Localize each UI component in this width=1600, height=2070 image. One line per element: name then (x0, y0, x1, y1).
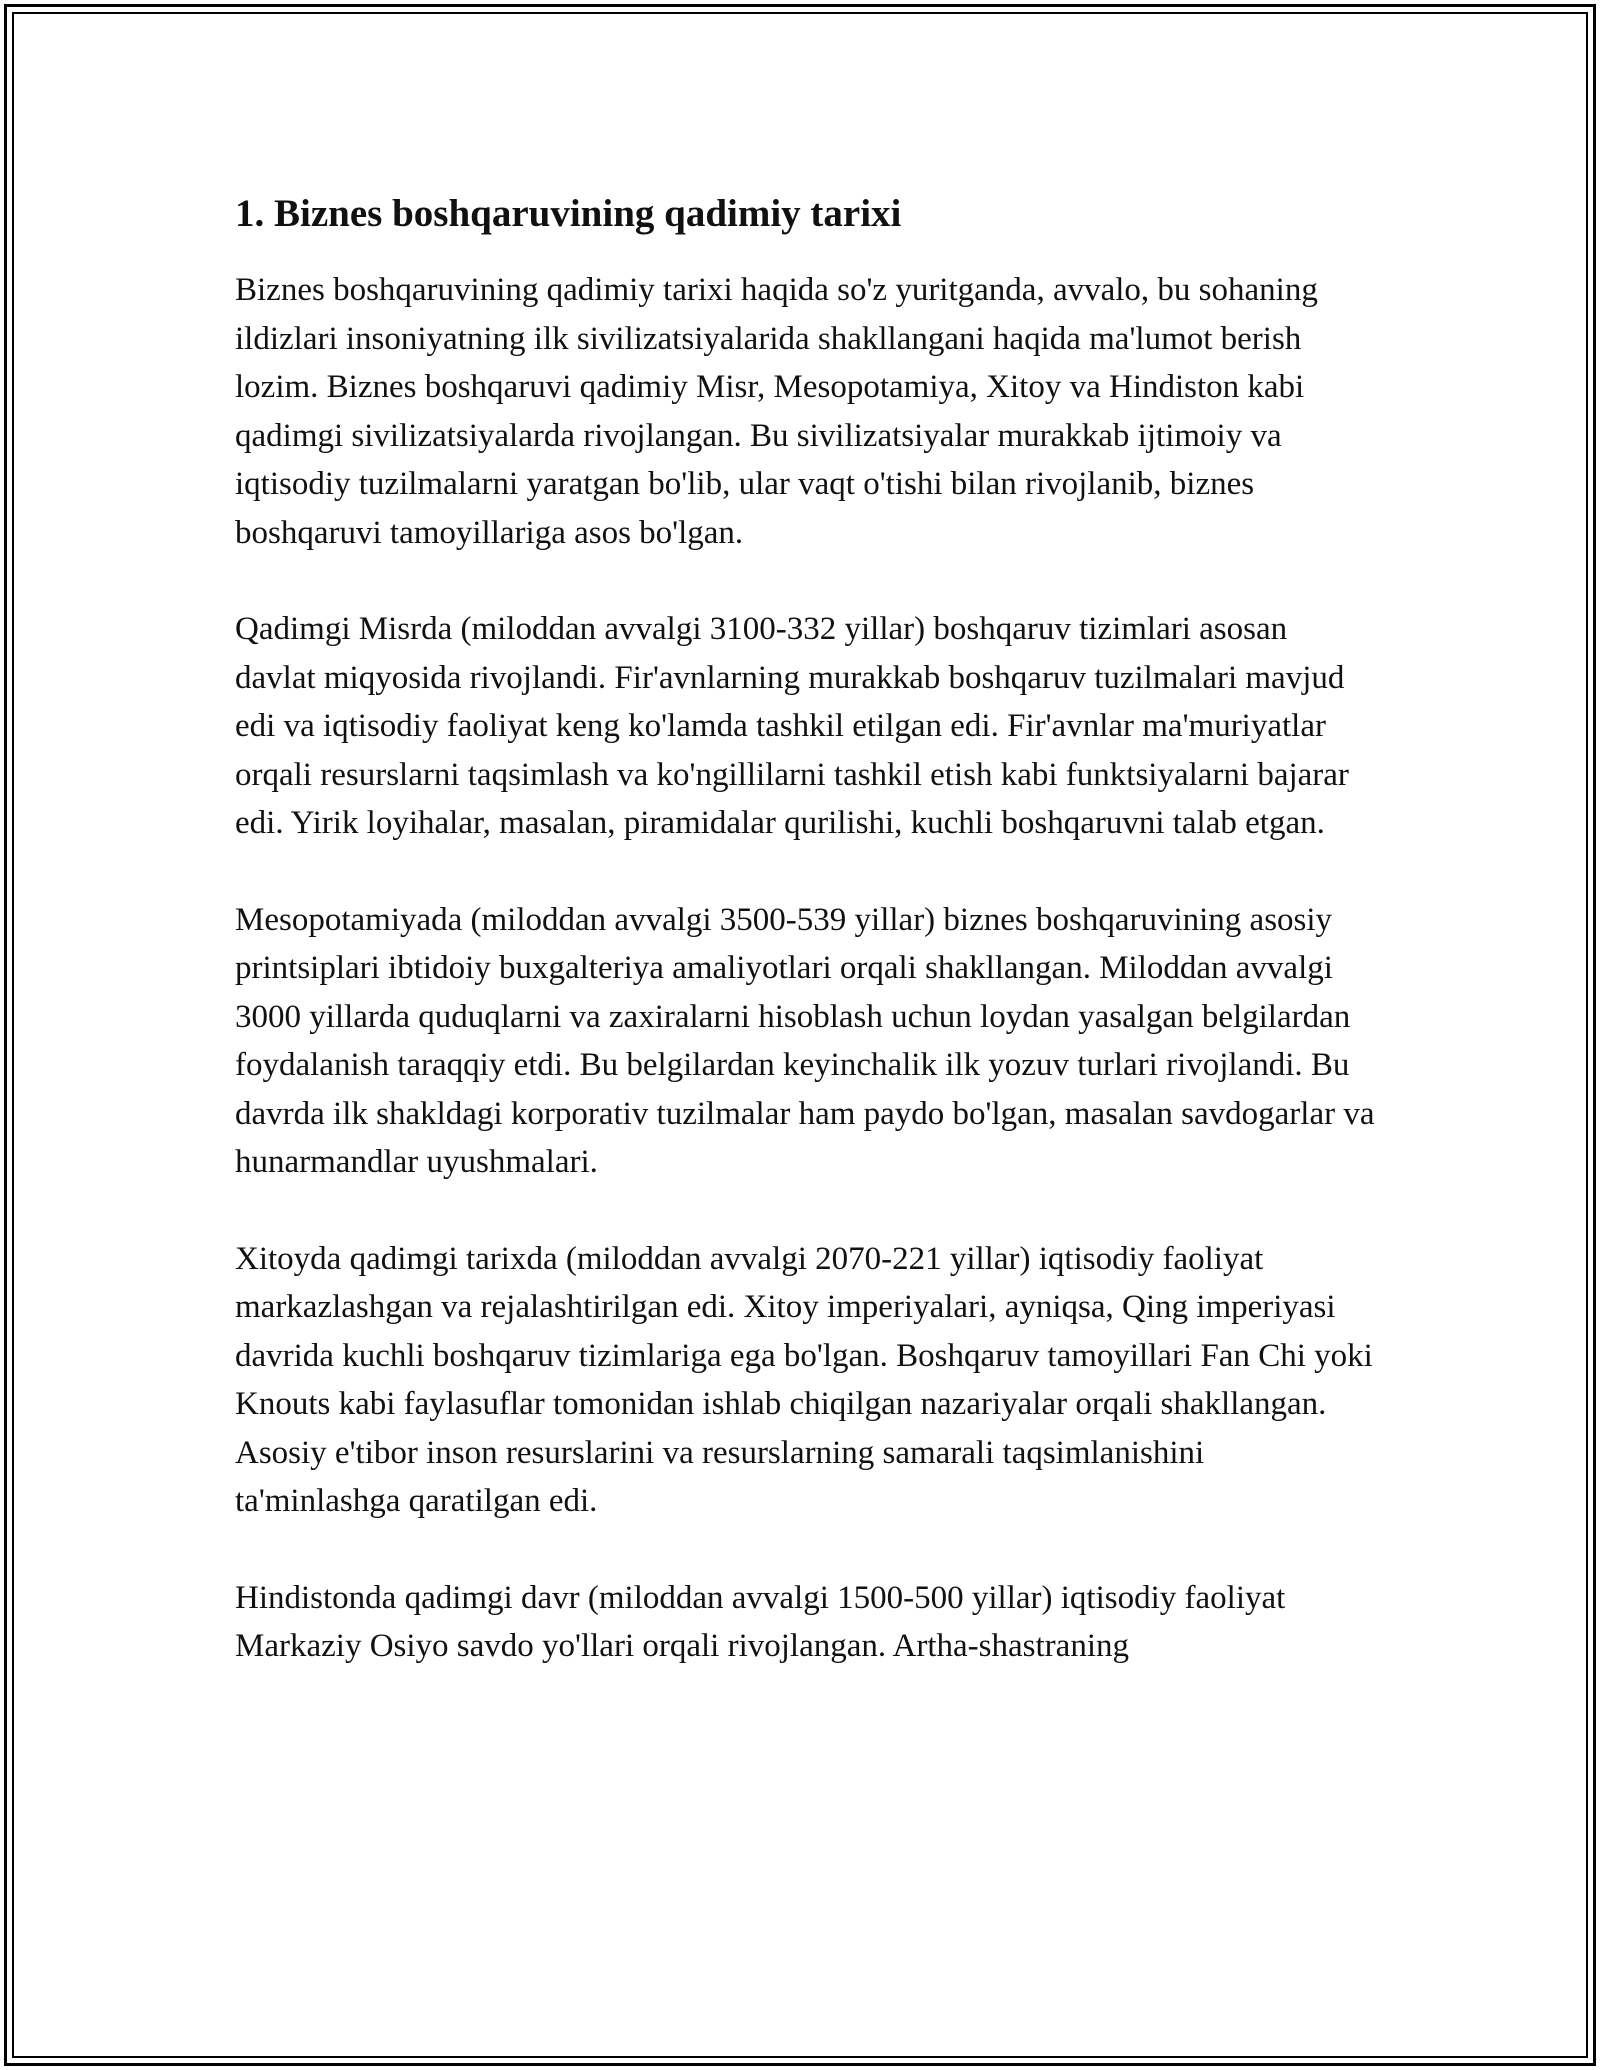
paragraph-intro: Biznes boshqaruvining qadimiy tarixi haqida so'z yuritganda, avvalo, bu sohaning ildizlari insoniyatning ilk sivilizatsiyalarida shakllangani haqida ma'lumot berish lozim. Biznes boshqaruvi qadimiy Misr, Mesopotamiya, Xitoy va Hindiston kabi qadimgi sivilizatsiyalarda rivojlangan. Bu sivilizatsiyalar murakkab ijtimoiy va iqtisodiy tuzilmalarni yaratgan bo'lib, ular vaqt o'tishi bilan rivojlanib, biznes boshqaruvi tamoyillariga asos bo'lgan. (235, 272, 1318, 551)
paragraph-egypt: Qadimgi Misrda (miloddan avvalgi 3100-332 yillar) boshqaruv tizimlari asosan davlat miqyosida rivojlandi. Fir'avnlarning murakkab boshqaruv tuzilmalari mavjud edi va iqtisodiy faoliyat keng ko'lamda tashkil etilgan edi. Fir'avnlar ma'muriyatlar orqali resurslarni taqsimlash va ko'ngillilarni tashkil etish kabi funktsiyalarni bajarar edi. Yirik loyihalar, masalan, piramidalar qurilishi, kuchli boshqaruvni talab etgan. (235, 611, 1349, 841)
document-body (235, 190, 1375, 1719)
paragraph-india: Hindistonda qadimgi davr (miloddan avvalgi 1500-500 yillar) iqtisodiy faoliyat Markaziy Osiyo savdo yo'llari orqali rivojlangan. Artha-shastraning (235, 1579, 1286, 1664)
paragraph-mesopotamia: Mesopotamiyada (miloddan avvalgi 3500-539 yillar) biznes boshqaruvining asosiy printsiplari ibtidoiy buxgalteriya amaliyotlari orqali shakllangan. Miloddan avvalgi 3000 yillarda quduqlarni va zaxiralarni hisoblash uchun loydan yasalgan belgilardan foydalanish taraqqiy etdi. Bu belgilardan keyinchalik ilk yozuv turlari rivojlandi. Bu davrda ilk shakldagi korporativ tuzilmalar ham paydo bo'lgan, masalan savdogarlar va hunarmandlar uyushmalari. (235, 901, 1375, 1180)
section-heading: 1. Biznes boshqaruvining qadimiy tarixi (235, 192, 902, 235)
paragraph-china: Xitoyda qadimgi tarixda (miloddan avvalgi 2070-221 yillar) iqtisodiy faoliyat markazlashgan va rejalashtirilgan edi. Xitoy imperiyalari, ayniqsa, Qing imperiyasi davrida kuchli boshqaruv tizimlariga ega bo'lgan. Boshqaruv tamoyillari Fan Chi yoki Knouts kabi faylasuflar tomonidan ishlab chiqilgan nazariyalar orqali shakllangan. Asosiy e'tibor inson resurslarini va resurslarning samarali taqsimlanishini ta'minlashga qaratilgan edi. (235, 1240, 1373, 1519)
